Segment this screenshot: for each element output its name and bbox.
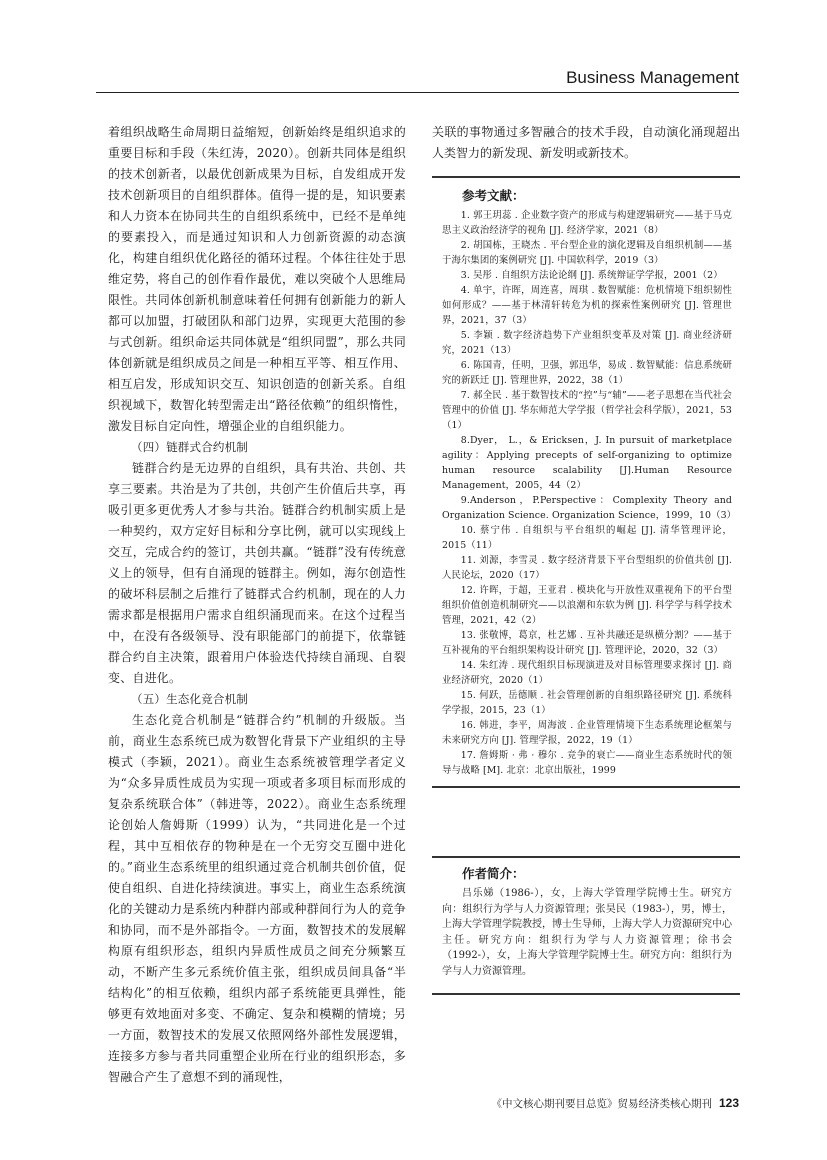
reference-item: 11. 刘源，李雪灵 . 数字经济背景下平台型组织的价值共创 [J]. 人民论坛，2020（17） [442,555,732,581]
references-title: 参考文献： [462,189,525,203]
page-number: 123 [718,1096,739,1110]
right-column [432,122,740,995]
section-heading-5: （五）生态化竞合机制 [131,692,248,706]
author-bio-text: 吕乐娣（1986-），女，上海大学管理学院博士生。研究方向：组织行为学与人力资源管理；张昊民（1983-），男，博士，上海大学管理学院教授，博士生导师，上海大学人力资源研究中心主任。研究方向：组织行为学与人力资源管理；徐书会（1992-），女，上海大学管理学院博士生。研究方向：组织行为学与人力资源管理。 [442,888,732,977]
references-box [432,176,740,788]
header-rule [96,92,739,93]
reference-item: 14. 朱红涛 . 现代组织目标现演进及对目标管理要求探讨 [J]. 商业经济研究，2020（1） [442,660,732,686]
author-bio-box [432,856,740,995]
body-paragraph: 生态化竞合机制是“链群合约”机制的升级版。当前，商业生态系统已成为数智化背景下产业组织的主导模式（李颖，2021）。商业生态系统被管理学者定义为“众多异质性成员为实现一项或者多项目标而形成的复杂系统联合体”（韩进等，2022）。商业生态系统理论创始人詹姆斯（1999）认为，“共同进化是一个过程，其中互相依存的物种是在一个无穷交互圈中进化的。”商业生态系统里的组织通过竞合机制共创价值，促使自组织、自进化持续演进。事实上，商业生态系统演化的关键动力是系统内种群内部或种群间行为人的竞争和协同，而不是外部指令。一方面，数智技术的发展解构原有组织形态，组织内异质性成员之间充分频繁互动，不断产生多元系统价值主张，组织成员间具备“半结构化”的相互依赖，组织内部子系统能更具弹性，能够更有效地面对多变、不确定、复杂和模糊的情境；另一方面，数智技术的发展又依照网络外部性发展逻辑，连接多方参与者共同重塑企业所在行业的组织形态，多智融合产生了意想不到的涌现性， [108,713,406,1084]
left-column [108,122,406,1088]
journal-section-header: Business Management [566,68,739,87]
body-paragraph: 链群合约是无边界的自组织，具有共治、共创、共享三要素。共治是为了共创，共创产生价值后共享，再吸引更多更优秀人才参与共治。链群合约机制实质上是一种契约，双方定好目标和分享比例，就可以实现线上交互，完成合约的签订，共创共赢。“链群”没有传统意义上的领导，但有自涌现的链群主。例如，海尔创造性的破坏科层制之后推行了链群式合约机制，现在的人力需求都是根据用户需求自组织涌现而来。在这个过程当中，在没有各级领导、没有职能部门的前提下，依靠链群合约自主决策，跟着用户体验迭代持续自涌现、自裂变、自进化。 [108,461,406,685]
reference-item: 17. 詹姆斯 · 弗 · 穆尔 . 竞争的衰亡——商业生态系统时代的领导与战略 [M]. 北京：北京出版社，1999 [442,750,732,776]
reference-item: 4. 单宇，许晖，周连喜，周琪 . 数智赋能：危机情境下组织韧性如何形成？——基于林清轩转危为机的探索性案例研究 [J]. 管理世界，2021，37（3） [442,285,732,326]
author-bio-title: 作者简介： [462,867,525,881]
reference-item: 5. 李颖 . 数字经济趋势下产业组织变革及对策 [J]. 商业经济研究，2021（13） [442,330,732,356]
reference-list [442,208,737,778]
page-footer [492,1096,739,1111]
section-heading-4: （四）链群式合约机制 [131,440,248,454]
reference-item: 2. 胡国栋，王晓杰 . 平台型企业的演化逻辑及自组织机制——基于海尔集团的案例研究 [J]. 中国软科学，2019（3） [442,240,732,266]
reference-item: 13. 张敬博，葛京，杜艺娜 . 互补共融还是纵横分割？——基于互补视角的平台组织架构设计研究 [J]. 管理评论，2020，32（3） [442,630,732,656]
body-paragraph-continued: 关联的事物通过多智融合的技术手段，自动演化涌现超出人类智力的新发现、新发明或新技术。 [432,125,740,160]
body-paragraph: 着组织战略生命周期日益缩短，创新始终是组织追求的重要目标和手段（朱红涛，2020）。创新共同体是组织的技术创新者，以最优创新成果为目标，自发组成开发技术创新项目的自组织群体。值得一提的是，知识要素和人力资本在协同共生的自组织系统中，已经不是单纯的要素投入，而是通过知识和人力创新资源的动态演化，构建自组织优化路径的循环过程。个体往往处于思维定势，将自己的创作看作最优，难以突破个人思维局限性。共同体创新机制意味着任何拥有创新能力的新人都可以加盟，打破团队和部门边界，实现更大范围的参与式创新。组织命运共同体就是“组织同盟”，那么共同体创新就是组织成员之间是一种相互平等、相互作用、相互启发，形成知识交互、知识创造的创新关系。自组织视域下，数智化转型需走出“路径依赖”的组织惰性，激发目标自定向性，增强企业的自组织能力。 [108,125,406,433]
reference-item: 9.Anderson，P.Perspective：Complexity Theory and Organization Science. Organization Science，1999，10（3） [442,495,737,521]
reference-item: 6. 陈国青，任明，卫强，郭迅华，易成 . 数智赋能：信息系统研究的新跃迁 [J]. 管理世界，2022，38（1） [442,360,732,386]
reference-item: 3. 吴彤 . 自组织方法论论纲 [J]. 系统辩证学学报，2001（2） [460,270,723,281]
reference-item: 12. 许晖，于超，王亚君 . 模块化与开放性双重视角下的平台型组织价值创造机制研究——以浪潮和东软为例 [J]. 科学学与科学技术管理，2021，42（2） [442,585,732,626]
footer-journal-name: 《中文核心期刊要目总览》贸易经济类核心期刊 [491,1098,713,1110]
reference-item: 8.Dyer， L.，& Ericksen，J. In pursuit of marketplace agility：Applying precepts of self-organizing to optimize human resource scalability [J].Human Resource Management，2005，44（2） [442,435,732,491]
reference-item: 16. 韩进，李平，周海波 . 企业管理情境下生态系统理论框架与未来研究方向 [J]. 管理学报，2022，19（1） [442,720,732,746]
reference-item: 15. 何跃，岳德顺 . 社会管理创新的自组织路径研究 [J]. 系统科学学报，2015，23（1） [442,690,732,716]
reference-item: 7. 郝全民 . 基于数智技术的“控”与“辅”——老子思想在当代社会管理中的价值 [J]. 华东师范大学学报（哲学社会科学版），2021，53（1） [442,390,732,431]
reference-item: 1. 郭王玥蕊 . 企业数字资产的形成与构建逻辑研究——基于马克思主义政治经济学的视角 [J]. 经济学家，2021（8） [442,210,732,236]
reference-item: 10. 蔡宁伟 . 自组织与平台组织的崛起 [J]. 清华管理评论，2015（11） [442,525,732,551]
